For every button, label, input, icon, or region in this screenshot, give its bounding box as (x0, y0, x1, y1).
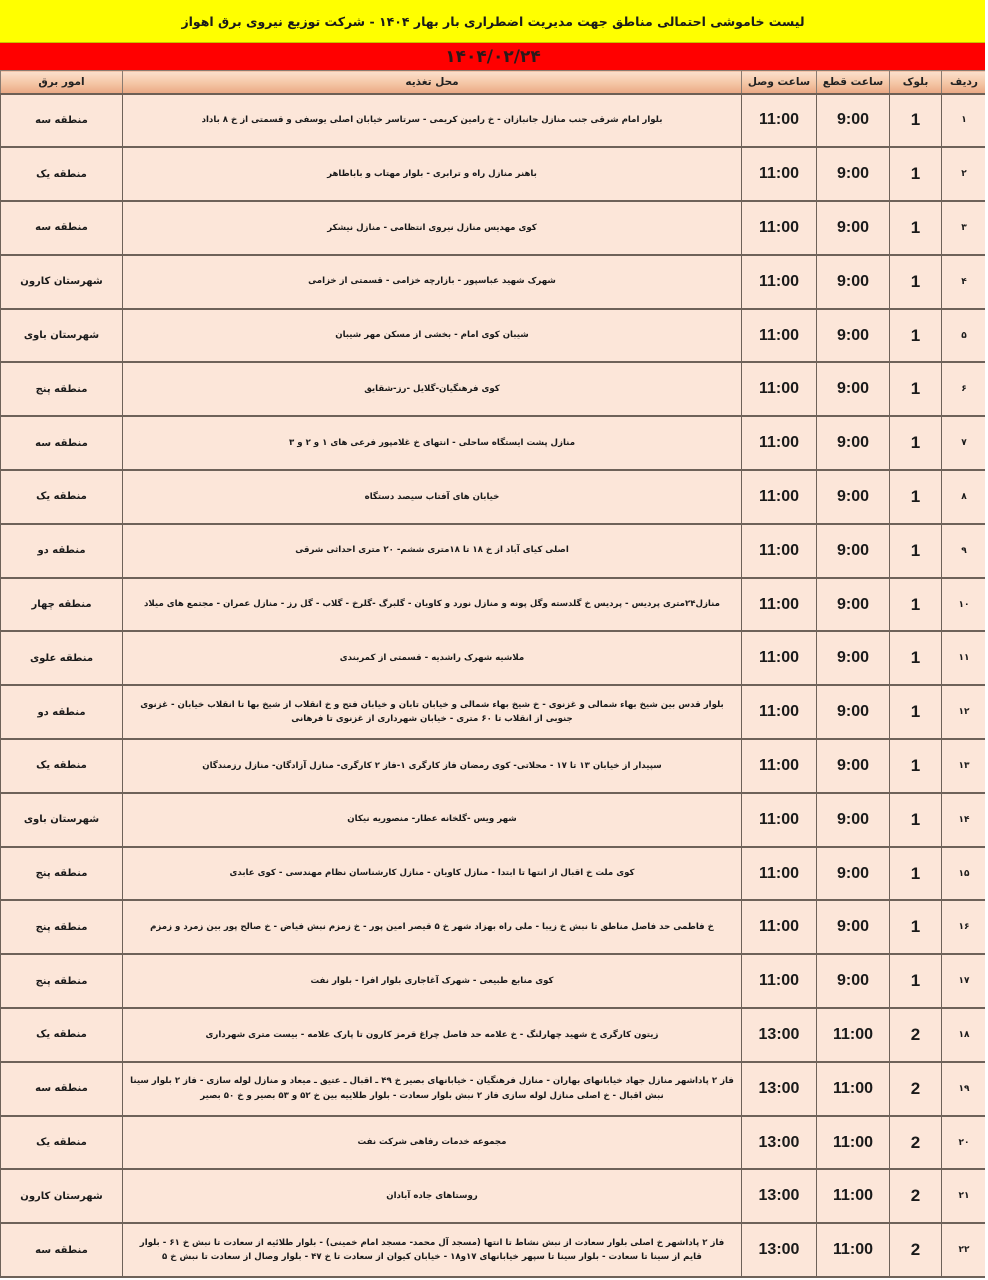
cut-time-cell: 9:00 (817, 470, 890, 524)
zone-cell: منطقه علوی (1, 631, 123, 685)
column-header-cut-time: ساعت قطع (817, 71, 890, 94)
zone-cell: منطقه یک (1, 147, 123, 201)
connect-time-cell: 13:00 (742, 1169, 817, 1223)
row-number-cell: ۴ (942, 255, 987, 309)
column-header-block: بلوک (890, 71, 942, 94)
connect-time-cell: 11:00 (742, 309, 817, 363)
block-cell: 1 (890, 255, 942, 309)
table-row (1, 954, 987, 1008)
connect-time-cell: 11:00 (742, 416, 817, 470)
cut-time-cell: 11:00 (817, 1223, 890, 1277)
block-cell: 1 (890, 362, 942, 416)
title-band (0, 0, 986, 43)
zone-cell: منطقه پنج (1, 847, 123, 901)
column-header-zone: امور برق (1, 71, 123, 94)
zone-cell: منطقه یک (1, 1116, 123, 1170)
cut-time-cell: 9:00 (817, 147, 890, 201)
connect-time-cell: 11:00 (742, 685, 817, 739)
table-row (1, 94, 987, 148)
zone-cell: منطقه سه (1, 1223, 123, 1277)
cut-time-cell: 9:00 (817, 309, 890, 363)
table-row (1, 255, 987, 309)
row-number-cell: ۵ (942, 309, 987, 363)
location-cell: خیابان های آفتاب سیصد دستگاه (123, 470, 742, 524)
row-number-cell: ۳ (942, 201, 987, 255)
table-row (1, 631, 987, 685)
table-row (1, 201, 987, 255)
row-number-cell: ۱۹ (942, 1062, 987, 1116)
connect-time-cell: 13:00 (742, 1062, 817, 1116)
cut-time-cell: 9:00 (817, 900, 890, 954)
location-cell: کوی منابع طبیعی - شهرک آغاجاری بلوار افرا - بلوار نفت (123, 954, 742, 1008)
zone-cell: منطقه سه (1, 416, 123, 470)
location-cell: کوی ملت خ اقبال از انتها تا ابتدا - منازل کاویان - منازل کارشناسان نظام مهندسی - کوی عابدی (123, 847, 742, 901)
block-cell: 1 (890, 524, 942, 578)
zone-cell: منطقه پنج (1, 954, 123, 1008)
zone-cell: منطقه چهار (1, 578, 123, 632)
cut-time-cell: 9:00 (817, 578, 890, 632)
column-header-row-number: ردیف (942, 71, 987, 94)
zone-cell: منطقه یک (1, 1008, 123, 1062)
connect-time-cell: 11:00 (742, 900, 817, 954)
row-number-cell: ۷ (942, 416, 987, 470)
location-cell: مجموعه خدمات رفاهی شرکت نفت (123, 1116, 742, 1170)
cut-time-cell: 11:00 (817, 1008, 890, 1062)
table-row (1, 309, 987, 363)
zone-cell: منطقه پنج (1, 362, 123, 416)
location-cell: فاز ۲ پاداشهر خ اصلی بلوار سعادت از نبش نشاط تا انتها (مسجد آل محمد- مسجد امام خمینی) - بلوار طلائیه از سعادت تا نبش خ ۶۱ - بلوار قایم از سینا تا سعادت - بلوار سینا تا سپهر خیابانهای ۱۷و۱۸ - خیابان کیوان از سعادت تا خ ۴۷ - بلوار وصال از سعادت تا نبش خ ۵ (123, 1223, 742, 1277)
connect-time-cell: 13:00 (742, 1116, 817, 1170)
location-cell: بلوار قدس بین شیخ بهاء شمالی و غزنوی - خ شیخ بهاء شمالی و خیابان تابان و خیابان فتح و خ انقلاب از شیخ بها تا انقلاب خیابان - غزنوی جنوبی از انقلاب تا ۶۰ متری - خیابان شهرداری از غزنوی تا فرهانی (123, 685, 742, 739)
zone-cell: منطقه پنج (1, 900, 123, 954)
cut-time-cell: 9:00 (817, 631, 890, 685)
block-cell: 1 (890, 147, 942, 201)
cut-time-cell: 9:00 (817, 255, 890, 309)
block-cell: 2 (890, 1008, 942, 1062)
table-header-row (1, 71, 987, 94)
block-cell: 1 (890, 739, 942, 793)
table-row (1, 900, 987, 954)
zone-cell: منطقه سه (1, 94, 123, 148)
zone-cell: شهرستان کارون (1, 255, 123, 309)
table-row (1, 1008, 987, 1062)
cut-time-cell: 9:00 (817, 793, 890, 847)
cut-time-cell: 9:00 (817, 739, 890, 793)
cut-time-cell: 11:00 (817, 1062, 890, 1116)
schedule-date: ۱۴۰۴/۰۲/۲۴ (445, 46, 541, 67)
location-cell: روستاهای جاده آبادان (123, 1169, 742, 1223)
row-number-cell: ۱۴ (942, 793, 987, 847)
cut-time-cell: 9:00 (817, 362, 890, 416)
zone-cell: شهرستان کارون (1, 1169, 123, 1223)
location-cell: منازل۲۴متری پردیس - پردیس خ گلدسته وگل پونه و منازل نورد و کاویان - گلبرگ -گلرخ - گلاب - گل رز - منازل عمران - مجتمع های میلاد (123, 578, 742, 632)
block-cell: 1 (890, 631, 942, 685)
table-row (1, 685, 987, 739)
block-cell: 1 (890, 470, 942, 524)
block-cell: 2 (890, 1169, 942, 1223)
block-cell: 1 (890, 578, 942, 632)
location-cell: شیبان کوی امام - بخشی از مسکن مهر شیبان (123, 309, 742, 363)
row-number-cell: ۲۱ (942, 1169, 987, 1223)
connect-time-cell: 11:00 (742, 362, 817, 416)
connect-time-cell: 11:00 (742, 739, 817, 793)
zone-cell: منطقه دو (1, 524, 123, 578)
table-body (1, 94, 987, 1278)
connect-time-cell: 11:00 (742, 147, 817, 201)
table-row (1, 362, 987, 416)
location-cell: فاز ۲ پاداشهر منازل جهاد خیابانهای بهاران - منازل فرهنگیان - خیابانهای بصیر خ ۴۹ ـ اقبال ـ عتیق ـ میعاد و منازل لوله سازی - فاز ۲ بلوار سینا نبش اقبال - خ اصلی منازل لوله سازی فاز ۲ نبش بلوار سعادت - بلوار طلاییه بین خ ۵۲ و ۵۳ بصیر و خ ۵۰ بصیر (123, 1062, 742, 1116)
block-cell: 2 (890, 1116, 942, 1170)
cut-time-cell: 9:00 (817, 685, 890, 739)
table-row (1, 1169, 987, 1223)
outage-table (0, 70, 987, 1278)
row-number-cell: ۱۷ (942, 954, 987, 1008)
row-number-cell: ۲ (942, 147, 987, 201)
table-row (1, 470, 987, 524)
cut-time-cell: 9:00 (817, 94, 890, 148)
block-cell: 1 (890, 201, 942, 255)
location-cell: کوی فرهنگیان-گلایل -رز-شقایق (123, 362, 742, 416)
date-band (0, 43, 986, 70)
connect-time-cell: 11:00 (742, 94, 817, 148)
cut-time-cell: 9:00 (817, 201, 890, 255)
location-cell: شهرک شهید عباسپور - بازارچه خزامی - قسمتی از خزامی (123, 255, 742, 309)
block-cell: 1 (890, 416, 942, 470)
zone-cell: شهرستان باوی (1, 793, 123, 847)
block-cell: 2 (890, 1223, 942, 1277)
zone-cell: منطقه سه (1, 1062, 123, 1116)
block-cell: 1 (890, 954, 942, 1008)
block-cell: 1 (890, 900, 942, 954)
connect-time-cell: 11:00 (742, 631, 817, 685)
location-cell: خ فاطمی حد فاصل مناطق تا نبش خ زیبا - ملی راه بهزاد شهر خ ۵ قیصر امین پور - خ زمزم نبش فیاض - خ صالح پور بین زمرد و زمزم (123, 900, 742, 954)
block-cell: 1 (890, 685, 942, 739)
row-number-cell: ۱۵ (942, 847, 987, 901)
zone-cell: منطقه یک (1, 739, 123, 793)
row-number-cell: ۸ (942, 470, 987, 524)
connect-time-cell: 13:00 (742, 1223, 817, 1277)
table-row (1, 524, 987, 578)
table-row (1, 1062, 987, 1116)
location-cell: بلوار امام شرقی جنب منازل جانبازان - خ رامین کریمی - سرتاسر خیابان اصلی یوسفی و قسمتی از خ ۸ باداد (123, 94, 742, 148)
location-cell: کوی مهدیس منازل نیروی انتظامی - منازل نیشکر (123, 201, 742, 255)
location-cell: زیتون کارگری خ شهید چهارلنگ - خ علامه حد فاصل چراغ قرمز کارون تا پارک علامه - بیست متری شهرداری (123, 1008, 742, 1062)
page-title: لیست خاموشی احتمالی مناطق جهت مدیریت اضطراری بار بهار ۱۴۰۴ - شرکت توزیع نیروی برق اهواز (181, 13, 805, 29)
row-number-cell: ۶ (942, 362, 987, 416)
row-number-cell: ۱۰ (942, 578, 987, 632)
zone-cell: منطقه سه (1, 201, 123, 255)
connect-time-cell: 11:00 (742, 524, 817, 578)
cut-time-cell: 11:00 (817, 1169, 890, 1223)
row-number-cell: ۱۸ (942, 1008, 987, 1062)
location-cell: منازل پشت ایستگاه ساحلی - انتهای خ غلامپور فرعی های ۱ و ۲ و ۳ (123, 416, 742, 470)
location-cell: باهنر منازل راه و ترابری - بلوار مهتاب و باباطاهر (123, 147, 742, 201)
cut-time-cell: 9:00 (817, 524, 890, 578)
connect-time-cell: 11:00 (742, 847, 817, 901)
row-number-cell: ۱۳ (942, 739, 987, 793)
connect-time-cell: 11:00 (742, 578, 817, 632)
cut-time-cell: 9:00 (817, 416, 890, 470)
table-row (1, 793, 987, 847)
cut-time-cell: 9:00 (817, 847, 890, 901)
zone-cell: منطقه دو (1, 685, 123, 739)
cut-time-cell: 9:00 (817, 954, 890, 1008)
connect-time-cell: 11:00 (742, 201, 817, 255)
row-number-cell: ۱ (942, 94, 987, 148)
location-cell: سپیدار از خیابان ۱۳ تا ۱۷ - محلاتی- کوی رمضان فاز کارگری ۱-فاز ۲ کارگری- منازل آزادگان- منازل رزمندگان (123, 739, 742, 793)
table-row (1, 578, 987, 632)
block-cell: 1 (890, 847, 942, 901)
connect-time-cell: 11:00 (742, 793, 817, 847)
location-cell: اصلی کیای آباد از خ ۱۸ تا ۱۸متری ششم- ۲۰ متری احداثی شرقی (123, 524, 742, 578)
row-number-cell: ۱۲ (942, 685, 987, 739)
block-cell: 2 (890, 1062, 942, 1116)
row-number-cell: ۱۶ (942, 900, 987, 954)
table-row (1, 1116, 987, 1170)
block-cell: 1 (890, 94, 942, 148)
connect-time-cell: 11:00 (742, 255, 817, 309)
connect-time-cell: 11:00 (742, 470, 817, 524)
table-row (1, 847, 987, 901)
location-cell: شهر ویس -گلخانه عطار- منصوریه نیکان (123, 793, 742, 847)
row-number-cell: ۹ (942, 524, 987, 578)
column-header-location: محل تغذیه (123, 71, 742, 94)
block-cell: 1 (890, 309, 942, 363)
table-row (1, 1223, 987, 1277)
column-header-connect-time: ساعت وصل (742, 71, 817, 94)
table-row (1, 416, 987, 470)
table-row (1, 147, 987, 201)
table-row (1, 739, 987, 793)
block-cell: 1 (890, 793, 942, 847)
zone-cell: منطقه یک (1, 470, 123, 524)
row-number-cell: ۲۰ (942, 1116, 987, 1170)
zone-cell: شهرستان باوی (1, 309, 123, 363)
location-cell: ملاشیه شهرک راشدیه - قسمتی از کمربندی (123, 631, 742, 685)
connect-time-cell: 11:00 (742, 954, 817, 1008)
connect-time-cell: 13:00 (742, 1008, 817, 1062)
row-number-cell: ۲۲ (942, 1223, 987, 1277)
cut-time-cell: 11:00 (817, 1116, 890, 1170)
row-number-cell: ۱۱ (942, 631, 987, 685)
